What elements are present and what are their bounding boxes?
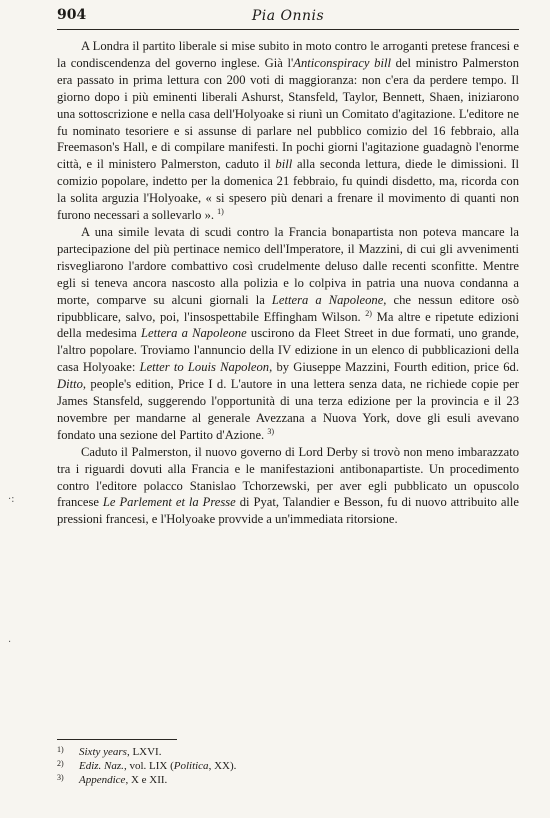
text-run: del ministro Palmerston era passato in prima lettura con 200 voti di maggioranza: non c'era da perdere tempo. Il giorno dopo i più eminenti liberali Ashurst, Stansfeld, Taylor, Bennett, Shaen, iniziarono una sottoscrizione e nella casa dell'Holyoake si riunì un Comitato d'agitazione. L'editore ne fu nominato tesoriere e si assunse di parlare nel pubblico comizio del 16 febbraio, alla Freemason's Hall, e di compilare manifesti. In pochi giorni l'agitazione guadagnò l'enorme città, e il ministero Palmerston, caduto il [57, 55, 520, 172]
footnotes [57, 745, 519, 787]
page-number: 904 [57, 7, 87, 23]
text-run: A una simile levata di scudi contro la Francia bonapartista non poteva mancare la partecipazione del più pertinace nemico dell'Imperatore, il Mazzini, di cui gli avvenimenti risvegliarono l'ardore combattivo così crudelmente deluso dalle recenti sconfitte. Mentre egli si teneva ancora nascosto alla polizia e lo colpiva in patria una nuova condanna a morte, comparve su alcuni giornali la [57, 224, 519, 307]
italic-text: Politica [173, 760, 209, 772]
footnote-ref: 1) [217, 207, 224, 217]
italic-text: Le Parlement et la Presse [102, 495, 236, 510]
text-run: , X e XII. [125, 774, 168, 786]
text-run: , vol. LIX ( [123, 760, 174, 772]
italic-text: Ediz. Naz. [79, 760, 124, 772]
text-run: A Londra il partito liberale si mise subito in moto contro le arroganti pretese francesi e la condiscendenza del governo inglese. Già l' [57, 39, 519, 70]
paragraph [57, 38, 519, 224]
text-run: Caduto il Palmerston, il nuovo governo di Lord Derby si trovò non meno imbarazzato tra i riguardi dovuti alla Francia e le manifestazioni antibonapartiste. Un procedimento contro l'editore polacco Stanislao Tchorzewski, per aver egli pubblicato un opuscolo francese [57, 444, 519, 510]
text-run: Ma altre e ripetute edizioni della medesima [57, 309, 519, 341]
text-run: , by Giuseppe Mazzini, Fourth edition, price 6d. [269, 360, 519, 375]
italic-text: Anticonspiracy bill [293, 55, 391, 70]
text-run: uscirono da Fleet Street in due formati, uno grande, l'altro popolare. Troviamo l'annuncio della IV edizione in un elenco di pubblicazioni della casa Holyoake: [57, 326, 519, 375]
text-run: , XX). [208, 760, 237, 772]
text-run: alla seconda lettura, diede le dimissioni. Il comizio popolare, indetto per la domenica 21 febbraio, fu quindi disdetto, ma, ricorda con la solita arguzia l'Holyoake, « si spesero più denari a frenare il movimento di quanti non furono necessari a sollevarlo ». [57, 157, 520, 223]
text-run: , people's edition, Price I d. L'autore in una lettera senza data, ne richiede copie per James Stansfeld, suggerendo l'opportunità di una terza edizione per la provincia e il 23 novembre per mandarne al generale Avezzana a Nuova York, dove gli esuli avevano fondato una sezione del Partito d'Azione. [57, 377, 519, 442]
margin-mark: · [8, 637, 12, 648]
italic-text: Lettera a Napoleone [271, 292, 384, 307]
italic-text: Lettera a Napoleone [140, 326, 247, 341]
italic-text: Ditto [57, 377, 83, 392]
footnote [57, 773, 519, 787]
italic-text: Sixty years [79, 746, 127, 758]
footnote-number: 2) [57, 759, 64, 768]
footnote-ref: 3) [267, 426, 275, 436]
footnote [57, 759, 519, 773]
text-run: , LXVI. [126, 746, 162, 758]
footnote-number: 1) [57, 745, 64, 754]
paragraph [57, 224, 519, 444]
margin-mark: ·: [8, 494, 15, 505]
header-rule [57, 29, 519, 30]
italic-text: Letter to Louis Napoleon [139, 360, 270, 375]
page-header [57, 6, 519, 28]
body-text [57, 38, 519, 528]
footnote [57, 745, 519, 759]
italic-text: bill [275, 157, 293, 172]
text-run: di Pyat, Talandier e Besson, fu di nuovo attribuito alle pressioni francesi, e l'Holyoake provvide a un'immediata ritorsione. [57, 495, 520, 527]
running-head: Pia Onnis [251, 8, 325, 24]
text-run: , che nessun editore osò ripubblicare, salvo, poi, l'insospettabile Effingham Wilson. [57, 292, 519, 324]
footnote-number: 3) [57, 773, 64, 782]
paragraph [57, 444, 519, 529]
footnote-ref: 2) [365, 308, 372, 318]
footnote-rule [57, 739, 177, 740]
italic-text: Appendice [79, 774, 126, 786]
